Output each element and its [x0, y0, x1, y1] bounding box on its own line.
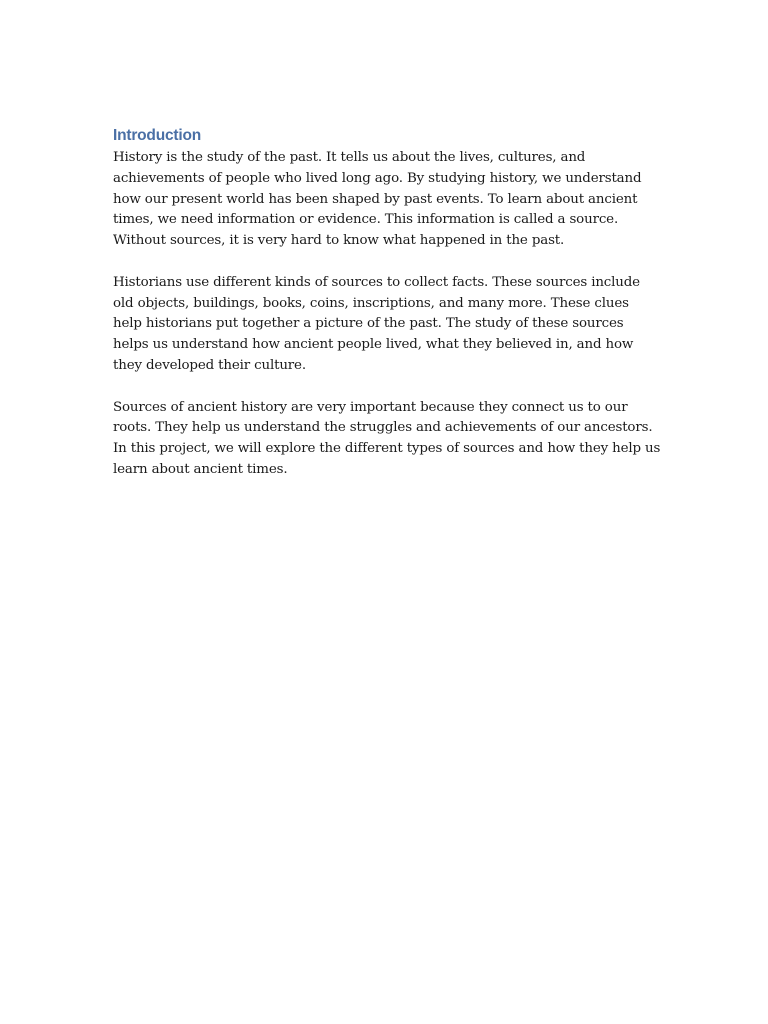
paragraph-1: History is the study of the past. It tells us about the lives, cultures, and achievements of people who lived long ago. By studying history, we understand how our present world has been shaped by past events. To learn about ancient times, we need information or evidence. This information is called a source. Without sources, it is very hard to know what happened in the past. [113, 150, 642, 249]
document-body [113, 124, 661, 481]
paragraph-2: Historians use different kinds of sources to collect facts. These sources include old objects, buildings, books, coins, inscriptions, and many more. These clues help historians put together a picture of the past. The study of these sources helps us understand how ancient people lived, what they believed in, and how they developed their culture. [113, 274, 640, 373]
section-heading: Introduction [113, 127, 201, 144]
paragraph-3: Sources of ancient history are very important because they connect us to our roots. They help us understand the struggles and achievements of our ancestors. In this project, we will explore the different types of sources and how they help us learn about ancient times. [113, 399, 661, 477]
